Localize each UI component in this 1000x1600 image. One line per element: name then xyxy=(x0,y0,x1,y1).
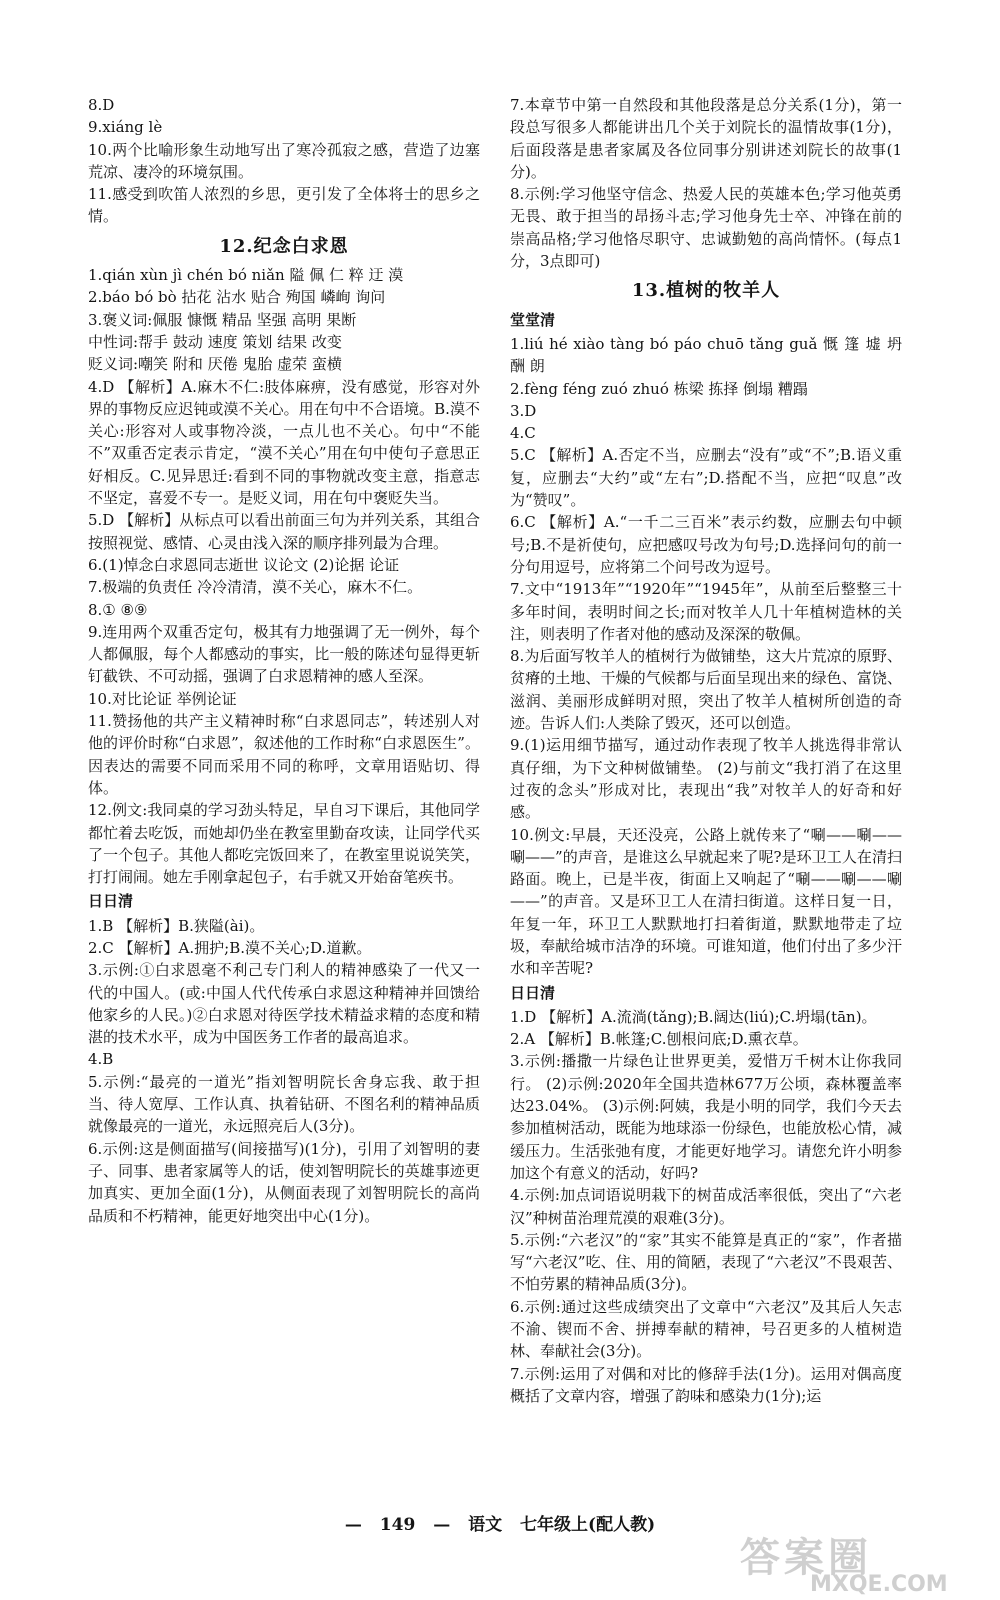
answer-item: 8.示例:学习他坚守信念、热爱人民的英雄本色;学习他英勇无畏、敢于担当的昂扬斗志;学习他身先士卒、冲锋在前的崇高品格;学习他恪尽职守、忠诚勤勉的高尚情怀。(每点1分，3点即可) xyxy=(510,185,902,271)
answer-item: 7.极端的负责任 冷冷清清，漠不关心，麻木不仁。 xyxy=(88,578,423,597)
answer-item: 1.qián xùn jì chén bó niǎn 隘 佩 仁 粹 迂 漠 xyxy=(88,266,404,285)
answer-item: 9.连用两个双重否定句，极其有力地强调了无一例外，每个人都佩服，每个人都感动的事实，比一般的陈述句显得更斩钉截铁、不可动摇，强调了白求恩精神的感人至深。 xyxy=(88,622,480,686)
answer-item: 4.B xyxy=(88,1050,114,1069)
answer-item: 6.(1)悼念白求恩同志逝世 议论文 (2)论据 论证 xyxy=(88,555,400,574)
section-title: 12.纪念白求恩 xyxy=(219,235,349,257)
answer-item: 1.liú hé xiào tàng bó páo chuō tǎng guǎ 慨 篷 墟 坍 酬 朗 xyxy=(510,334,902,376)
answer-item: 4.示例:加点词语说明栽下的树苗成活率很低，突出了“六老汉”种树苗治理荒漠的艰难(3分)。 xyxy=(510,1186,902,1227)
watermark-logo xyxy=(740,1526,990,1596)
answer-item: 4.D 【解析】A.麻木不仁:肢体麻痹，没有感觉，形容对外界的事物反应迟钝或漠不关心。用在句中不合语境。B.漠不关心:形容对人或事物冷淡，一点儿也不关心。句中“不能不”双重否定表示肯定，“漠不关心”用在句中使句子意思正好相反。C.见异思迁:看到不同的事物就改变主意，指意志不坚定，喜爱不专一。是贬义词，用在句中褒贬失当。 xyxy=(88,377,480,508)
subsection-heading: 堂堂清 xyxy=(510,310,556,329)
answer-item: 7.示例:运用了对偶和对比的修辞手法(1分)。运用对偶高度概括了文章内容，增强了韵味和感染力(1分);运 xyxy=(510,1364,902,1405)
answer-item: 11.感受到吹笛人浓烈的乡思，更引发了全体将士的思乡之情。 xyxy=(88,185,480,226)
answer-item: 贬义词:嘲笑 附和 厌倦 鬼胎 虚荣 蛮横 xyxy=(88,355,342,374)
answer-item: 6.示例:通过这些成绩突出了文章中“六老汉”及其后人矢志不渝、锲而不舍、拼搏奉献的精神，号召更多的人植树造林、奉献社会(3分)。 xyxy=(510,1297,902,1361)
answer-item: 9.(1)运用细节描写，通过动作表现了牧羊人挑选得非常认真仔细，为下文种树做铺垫。 (2)与前文“我打消了在这里过夜的念头”形成对比，表现出“我”对牧羊人的好奇和好感。 xyxy=(510,736,902,822)
answer-item: 1.D 【解析】A.流淌(tǎng);B.阔达(liú);C.坍塌(tān)。 xyxy=(510,1007,877,1026)
answer-item: 10.对比论证 举例论证 xyxy=(88,689,237,708)
watermark-text: 答案圈 xyxy=(740,1535,872,1581)
answer-item: 12.例文:我同桌的学习劲头特足，早自习下课后，其他同学都忙着去吃饭，而她却仍坐在教室里勤奋攻读，让同学代买了一个包子。其他人都吃完饭回来了，在教室里说说笑笑，打打闹闹。她左手刚拿起包子，右手就又开始奋笔疾书。 xyxy=(88,801,480,887)
footer-subject: 语文 xyxy=(468,1515,503,1535)
page-number: 149 xyxy=(379,1515,416,1535)
section-title: 13.植树的牧羊人 xyxy=(631,280,781,302)
answer-item: 5.D 【解析】从标点可以看出前面三句为并列关系，其组合按照视觉、感情、心灵由浅入深的顺序排列最为合理。 xyxy=(88,511,480,552)
answer-item: 9.xiáng lè xyxy=(88,118,163,137)
answer-item: 11.赞扬他的共产主义精神时称“白求恩同志”，转述别人对他的评价时称“白求恩”，叙述他的工作时称“白求恩医生”。因表达的需要不同而采用不同的称呼，文章用语贴切、得体。 xyxy=(88,712,480,797)
answer-item: 5.示例:“六老汉”的“家”其实不能算是真正的“家”，作者描写“六老汉”吃、住、用的简陋，表现了“六老汉”不畏艰苦、不怕劳累的精神品质(3分)。 xyxy=(510,1230,902,1294)
footer-grade: 七年级上(配人教) xyxy=(520,1515,656,1535)
subsection-heading: 日日清 xyxy=(88,892,134,911)
answer-item: 2.A 【解析】B.帐篷;C.刨根问底;D.熏衣草。 xyxy=(510,1030,808,1049)
answer-item: 5.示例:“最亮的一道光”指刘智明院长舍身忘我、敢于担当、待人宽厚、工作认真、执着钻研、不图名利的精神品质就像最亮的一道光，永远照亮后人(3分)。 xyxy=(88,1072,480,1136)
footer-dash-right: — xyxy=(433,1515,451,1535)
answer-item: 6.示例:这是侧面描写(间接描写)(1分)，引用了刘智明的妻子、同事、患者家属等人的话，使刘智明院长的英雄事迹更加真实、更加全面(1分)，从侧面表现了刘智明院长的高尚品质和不朽精神，能更好地突出中心(1分)。 xyxy=(88,1139,480,1225)
answer-item: 8.① ⑧⑨ xyxy=(88,600,148,619)
answer-item: 8.D xyxy=(88,96,115,114)
answer-item: 10.例文:早晨，天还没亮，公路上就传来了“唰——唰——唰——”的声音，是谁这么早就起来了呢?是环卫工人在清扫路面。晚上，已是半夜，街面上又响起了“唰——唰——唰——”的声音。又是环卫工人在清扫街道。这样日复一日，年复一年，环卫工人默默地打扫着街道，默默地带走了垃圾，奉献给城市洁净的环境。可谁知道，他们付出了多少汗水和辛苦呢? xyxy=(510,825,902,978)
answer-item: 1.B 【解析】B.狭隘(ài)。 xyxy=(88,916,265,935)
answer-item: 5.C 【解析】A.否定不当，应删去“没有”或“不”;B.语义重复，应删去“大约”或“左右”;D.搭配不当，应把“叹息”改为“赞叹”。 xyxy=(510,446,902,510)
answer-item: 10.两个比喻形象生动地写出了寒冷孤寂之感，营造了边塞荒凉、凄冷的环境氛围。 xyxy=(88,140,480,181)
answer-item: 3.示例:①白求恩毫不利己专门利人的精神感染了一代又一代的中国人。(或:中国人代代传承白求恩这种精神并回馈给他家乡的人民。)②白求恩对待医学技术精益求精的态度和精湛的技术水平，成为中国医务工作者的最高追求。 xyxy=(88,961,480,1047)
footer-dash-left: — xyxy=(344,1515,362,1535)
answer-item: 2.báo bó bò 拈花 沾水 贴合 殉国 嶙峋 询问 xyxy=(88,288,386,307)
left-column xyxy=(88,94,480,1227)
watermark-url: MXQE.COM xyxy=(810,1572,948,1597)
answer-item: 3.D xyxy=(510,401,537,420)
answer-item: 2.fèng féng zuó zhuó 栋梁 拣择 倒塌 糟蹋 xyxy=(510,379,808,398)
answer-item: 中性词:帮手 鼓动 速度 策划 结果 改变 xyxy=(88,332,342,351)
answer-item: 2.C 【解析】A.拥护;B.漠不关心;D.道歉。 xyxy=(88,938,372,957)
answer-item: 6.C 【解析】A.“一千二三百米”表示约数，应删去句中顿号;B.不是祈使句，应把感叹号改为句号;D.选择问句的前一分句用逗号，应将第二个问号改为逗号。 xyxy=(510,513,902,576)
answer-item: 7.本章节中第一自然段和其他段落是总分关系(1分)，第一段总写很多人都能讲出几个关于刘院长的温情故事(1分)，后面段落是患者家属及各位同事分别讲述刘院长的故事(1分)。 xyxy=(510,96,902,181)
right-column xyxy=(510,94,902,1407)
answer-item: 3.褒义词:佩服 慷慨 精品 坚强 高明 果断 xyxy=(88,310,357,329)
answer-item: 4.C xyxy=(510,424,536,443)
answer-item: 7.文中“1913年”“1920年”“1945年”，从前至后整整三十多年时间，表明时间之长;而对牧羊人几十年植树造林的关注，则表明了作者对他的感动及深深的敬佩。 xyxy=(510,580,902,643)
subsection-heading: 日日清 xyxy=(510,983,556,1002)
answer-item: 8.为后面写牧羊人的植树行为做铺垫，这大片荒凉的原野、贫瘠的土地、干燥的气候都与后面呈现出来的绿色、富饶、滋润、美丽形成鲜明对照，突出了牧羊人植树所创造的奇迹。告诉人们:人类除了毁灭，还可以创造。 xyxy=(510,647,902,733)
answer-item: 3.示例:播撒一片绿色让世界更美，爱惜万千树木让你我同行。 (2)示例:2020年全国共造林677万公顷，森林覆盖率达23.04%。 (3)示例:阿姨，我是小明的同学，我们今天去参加植树活动，既能为地球添一份绿色，也能放松心情，减缓压力。生活张弛有度，才能更好地学习。请您允许小明参加这个有意义的活动，好吗? xyxy=(510,1052,902,1182)
